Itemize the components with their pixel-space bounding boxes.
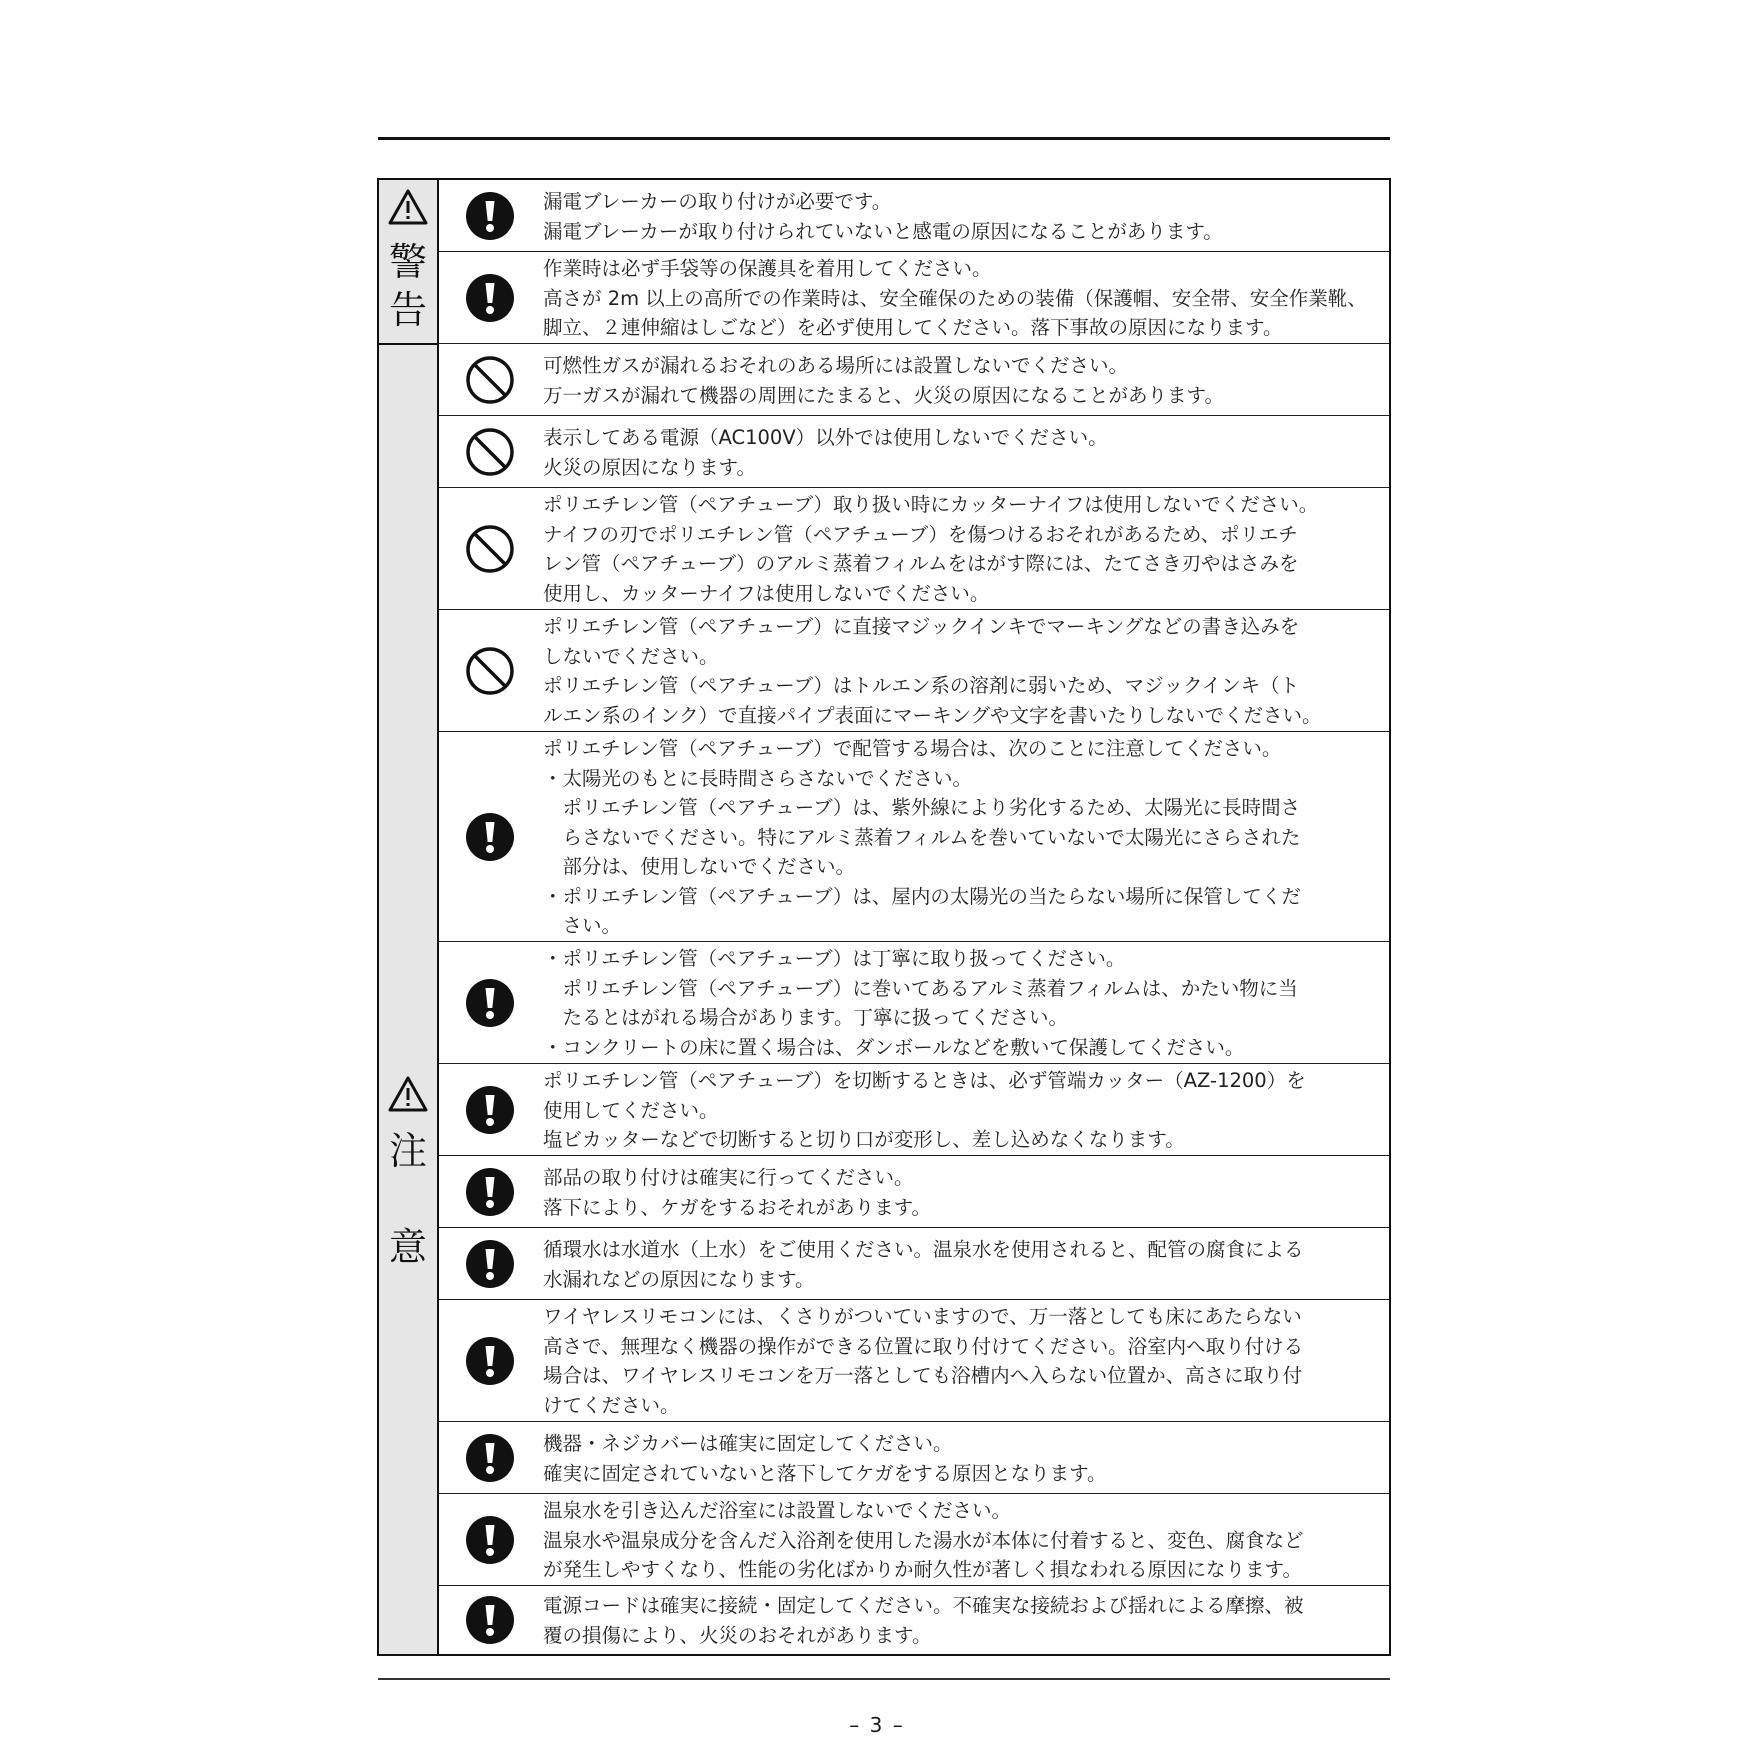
exclamation-icon: [465, 1239, 515, 1289]
row-text-line: らさないでください。特にアルミ蒸着フィルムを巻いていないで太陽光にさらされた: [543, 825, 1301, 849]
table-row: [439, 1494, 1389, 1586]
row-text-line: 循環水は水道水（上水）をご使用ください。温泉水を使用されると、配管の腐食による: [543, 1238, 1304, 1261]
row-text-line: ポリエチレン管（ペアチューブ）で配管する場合は、次のことに注意してください。: [543, 737, 1282, 760]
row-text-line: 塩ビカッターなどで切断すると切り口が変形し、差し込めなくなります。: [543, 1128, 1185, 1151]
row-text-line: が発生しやすくなり、性能の劣化ばかりか耐久性が著しく損なわれる原因になります。: [543, 1558, 1302, 1581]
row-text-line: ナイフの刃でポリエチレン管（ペアチューブ）を傷つけるおそれがあるため、ポリエチ: [543, 522, 1298, 546]
row-text: [543, 1066, 1371, 1155]
row-text-line: ルエン系のインク）で直接パイプ表面にマーキングや文字を書いたりしないでください。: [543, 703, 1322, 727]
row-text: [543, 254, 1371, 343]
row-text-line: ・ポリエチレン管（ペアチューブ）は丁寧に取り扱ってください。: [543, 947, 1126, 970]
row-text-line: 火災の原因になります。: [543, 455, 756, 479]
row-text: [543, 1302, 1371, 1420]
row-text-line: 作業時は必ず手袋等の保護具を着用してください。: [543, 257, 992, 280]
table-row: [439, 1586, 1389, 1653]
row-text-line: 高さで、無理なく機器の操作ができる位置に取り付けてください。浴室内へ取り付ける: [543, 1334, 1304, 1358]
caution-label: [379, 1127, 437, 1271]
table-row: [439, 732, 1389, 942]
row-text: [543, 1496, 1371, 1585]
table-row: [439, 942, 1389, 1064]
row-text-line: 場合は、ワイヤレスリモコンを万一落としても浴槽内へ入らない位置か、高さに取り付: [543, 1364, 1303, 1387]
row-text-line: 覆の損傷により、火災のおそれがあります。: [543, 1623, 932, 1647]
row-text-line: 水漏れなどの原因になります。: [543, 1267, 815, 1291]
row-text-line: 機器・ネジカバーは確実に固定してください。: [543, 1432, 953, 1455]
row-text-line: ポリエチレン管（ペアチューブ）取り扱い時にカッターナイフは使用しないでください。: [543, 493, 1319, 516]
caution-label-char-1: 注: [388, 1129, 427, 1173]
row-text-line: 使用してください。: [543, 1098, 719, 1122]
row-text-line: ・太陽光のもとに長時間さらさないでください。: [543, 766, 973, 790]
exclamation-icon: [465, 1515, 515, 1565]
prohibited-icon: [465, 524, 515, 574]
row-text-line: 漏電ブレーカーが取り付けられていないと感電の原因になることがあります。: [543, 219, 1223, 243]
row-text: [543, 490, 1371, 608]
table-row: [439, 252, 1389, 344]
row-text-line: ・ポリエチレン管（ペアチューブ）は、屋内の太陽光の当たらない場所に保管してくだ: [543, 884, 1301, 908]
exclamation-icon: [465, 191, 515, 241]
table-row: [439, 610, 1389, 732]
row-text-line: 温泉水を引き込んだ浴室には設置しないでください。: [543, 1499, 1012, 1522]
exclamation-icon: [465, 978, 515, 1028]
row-text-line: 高さが 2m 以上の高所での作業時は、安全確保のための装備（保護帽、安全帯、安全作業靴、: [543, 286, 1367, 310]
exclamation-icon: [465, 273, 515, 323]
row-text: [543, 612, 1371, 730]
row-text-line: ・コンクリートの床に置く場合は、ダンボールなどを敷いて保護してください。: [543, 1035, 1245, 1059]
table-row: [439, 180, 1389, 252]
row-text-line: 温泉水や温泉成分を含んだ入浴剤を使用した湯水が本体に付着すると、変色、腐食など: [543, 1528, 1304, 1552]
row-text: [543, 423, 1371, 482]
exclamation-icon: [465, 1433, 515, 1483]
row-text: [543, 944, 1371, 1062]
row-text-line: レン管（ペアチューブ）のアルミ蒸着フィルムをはがす際には、たてさき刃やはさみを: [543, 552, 1299, 575]
row-text-line: 可燃性ガスが漏れるおそれのある場所には設置しないでください。: [543, 354, 1129, 377]
row-text-line: ポリエチレン管（ペアチューブ）に直接マジックインキでマーキングなどの書き込みを: [543, 615, 1300, 638]
prohibited-icon: [465, 427, 515, 477]
page-number: – 3 –: [849, 1713, 905, 1737]
warning-label-char-2: 告: [388, 288, 427, 332]
table-row: [439, 344, 1389, 416]
safety-table: [377, 178, 1391, 1656]
exclamation-icon: [465, 1595, 515, 1645]
row-text-line: 電源コードは確実に接続・固定してください。不確実な接続および揺れによる摩擦、被: [543, 1594, 1304, 1617]
row-text-line: 部品の取り付けは確実に行ってください。: [543, 1166, 914, 1189]
warning-label: [379, 238, 437, 334]
warning-label-char-1: 警: [388, 240, 427, 284]
table-row: [439, 488, 1389, 610]
row-text: [543, 1591, 1371, 1650]
row-text: [543, 1163, 1371, 1222]
prohibited-icon: [465, 355, 515, 405]
row-text-line: 脚立、２連伸縮はしごなど）を必ず使用してください。落下事故の原因になります。: [543, 316, 1283, 339]
exclamation-icon: [465, 1336, 515, 1386]
table-row: [439, 1422, 1389, 1494]
exclamation-icon: [465, 812, 515, 862]
row-text-line: たるとはがれる場合があります。丁寧に扱ってください。: [543, 1006, 1068, 1029]
bottom-rule: [378, 1678, 1390, 1680]
row-text-line: さい。: [543, 914, 622, 937]
row-text-line: ポリエチレン管（ペアチューブ）はトルエン系の溶剤に弱いため、マジックインキ（ト: [543, 674, 1300, 697]
exclamation-icon: [465, 1167, 515, 1217]
table-row: [439, 1228, 1389, 1300]
row-text: [543, 1235, 1371, 1294]
row-text-line: 確実に固定されていないと落下してケガをする原因となります。: [543, 1461, 1107, 1485]
row-text-line: ワイヤレスリモコンには、くさりがついていますので、万一落としても床にあたらない: [543, 1305, 1302, 1328]
caution-triangle-icon: [387, 1075, 429, 1113]
row-text-line: ポリエチレン管（ペアチューブ）は、紫外線により劣化するため、太陽光に長時間さ: [543, 796, 1301, 819]
prohibited-icon: [465, 646, 515, 696]
row-text: [543, 734, 1371, 941]
table-row: [439, 1156, 1389, 1228]
table-row: [439, 1300, 1389, 1422]
top-rule: [378, 137, 1390, 140]
row-text-line: ポリエチレン管（ペアチューブ）を切断するときは、必ず管端カッター（AZ-1200）を: [543, 1069, 1306, 1092]
row-text: [543, 187, 1371, 246]
caution-label-char-2: 意: [388, 1225, 427, 1269]
row-text-line: 使用し、カッターナイフは使用しないでください。: [543, 581, 990, 605]
warning-category: [379, 180, 439, 345]
row-text-line: 漏電ブレーカーの取り付けが必要です。: [543, 190, 892, 213]
row-text-line: 表示してある電源（AC100V）以外では使用しないでください。: [543, 426, 1108, 449]
row-text-line: 落下により、ケガをするおそれがあります。: [543, 1195, 932, 1219]
row-text-line: ポリエチレン管（ペアチューブ）に巻いてあるアルミ蒸着フィルムは、かたい物に当: [543, 976, 1298, 1000]
table-row: [439, 1064, 1389, 1156]
row-text: [543, 1429, 1371, 1488]
row-text-line: 万一ガスが漏れて機器の周囲にたまると、火災の原因になることがあります。: [543, 383, 1224, 407]
row-text-line: しないでください。: [543, 644, 719, 668]
row-text-line: けてください。: [543, 1393, 680, 1417]
warning-triangle-icon: [387, 188, 429, 226]
row-text: [543, 351, 1371, 410]
caution-category: [379, 345, 439, 1654]
exclamation-icon: [465, 1085, 515, 1135]
table-row: [439, 416, 1389, 488]
row-text-line: 部分は、使用しないでください。: [543, 855, 856, 878]
